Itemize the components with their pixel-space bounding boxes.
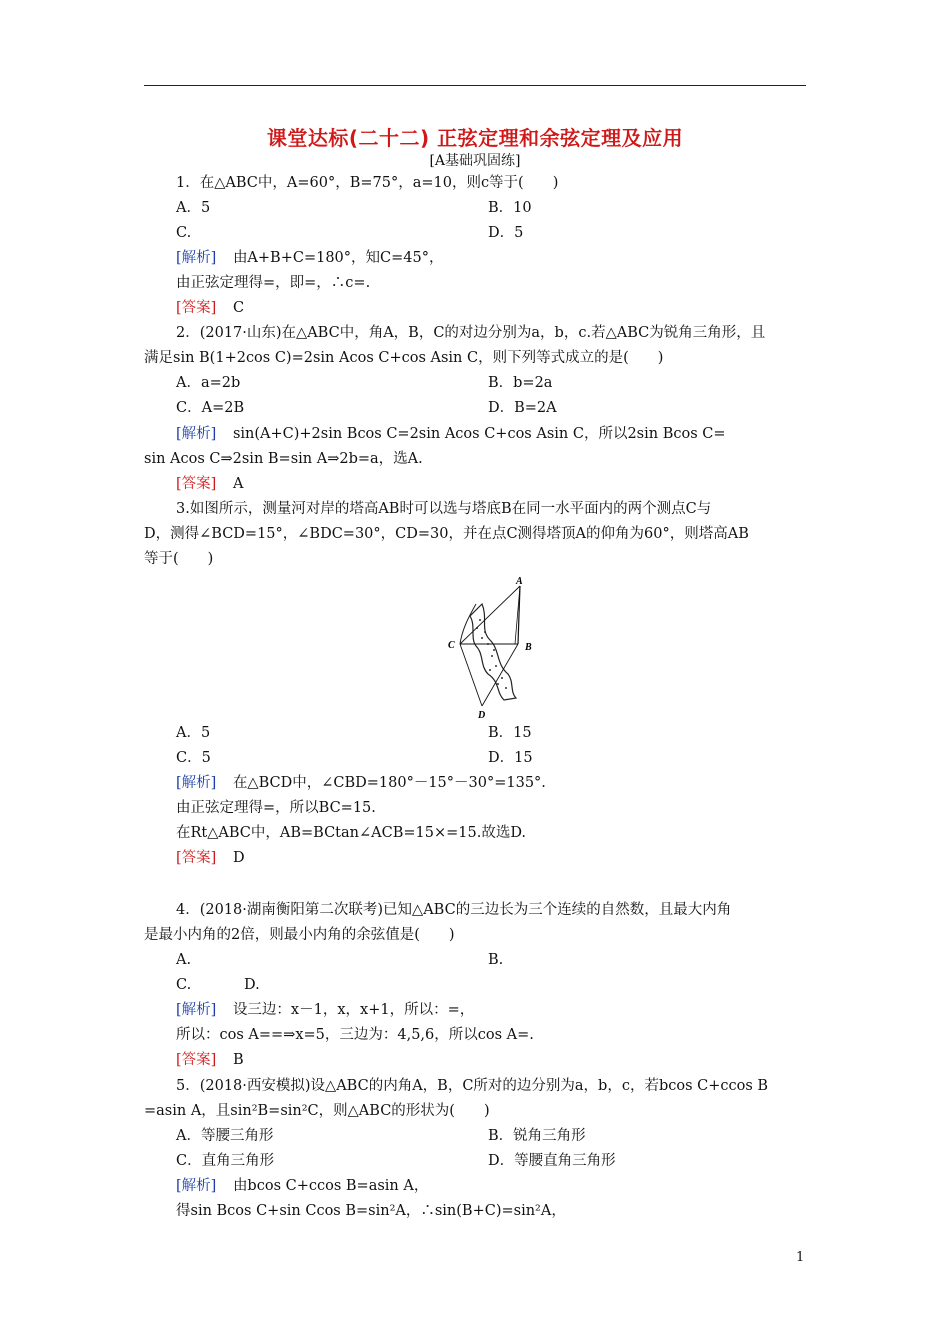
river-outline — [470, 604, 516, 700]
page-number: 1 — [796, 1250, 805, 1265]
q3-answer-value: D — [232, 850, 245, 866]
analysis-tag: [解析] — [176, 1002, 217, 1018]
q2-option-d: D．B=2A — [488, 400, 557, 416]
sight-line-ca — [460, 586, 520, 644]
q3-option-b: B．15 — [488, 725, 532, 741]
q5-option-c: C．直角三角形 — [176, 1153, 275, 1169]
q1-option-b: B．10 — [488, 200, 532, 216]
q5-stem-line-1: 5．(2018·西安模拟)设△ABC的内角A，B，C所对的边分别为a，b，c，若bcos C+ccos B — [176, 1078, 769, 1094]
q1-stem: 1．在△ABC中，A=60°，B=75°，a=10，则c等于( ) — [176, 175, 559, 191]
label-a: A — [516, 576, 523, 587]
q1-answer — [176, 299, 244, 317]
q4-stem-line-1: 4．(2018·湖南衡阳第二次联考)已知△ABC的三边长为三个连续的自然数，且最大内角 — [176, 902, 732, 918]
q3-stem-line-1: 3.如图所示，测量河对岸的塔高AB时可以选与塔底B在同一水平面内的两个测点C与 — [176, 501, 712, 517]
q3-option-a: A．5 — [176, 725, 211, 741]
q5-option-d: D．等腰直角三角形 — [488, 1153, 616, 1169]
q2-answer-value: A — [232, 476, 244, 492]
label-c: C — [448, 640, 455, 651]
q3-option-c: C．5 — [176, 750, 211, 766]
q2-option-a: A．a=2b — [176, 375, 241, 391]
q4-analysis — [176, 1001, 474, 1019]
q4-option-c: C. — [176, 977, 192, 993]
q5-analysis-line-2: 得sin Bcos C+sin Ccos B=sin²A，∴sin(B+C)=sin²A， — [176, 1203, 566, 1219]
analysis-tag: [解析] — [176, 426, 217, 442]
q5-analysis — [176, 1177, 428, 1195]
tower-figure — [430, 574, 550, 724]
q3-analysis — [176, 774, 546, 792]
q2-analysis — [176, 425, 726, 443]
answer-tag: [答案] — [176, 1052, 217, 1068]
label-b: B — [525, 642, 532, 653]
line-db — [482, 644, 518, 706]
q1-analysis-line-1: 由A+B+C=180°，知C=45°， — [232, 250, 444, 266]
answer-tag: [答案] — [176, 850, 217, 866]
q2-option-c: C．A=2B — [176, 400, 245, 416]
q4-answer-value: B — [232, 1052, 244, 1068]
q2-answer — [176, 475, 243, 493]
line-cd — [460, 644, 482, 706]
q5-option-a: A．等腰三角形 — [176, 1128, 274, 1144]
answer-tag: [答案] — [176, 476, 217, 492]
q2-analysis-line-2: sin Acos C⇒2sin B=sin A⇒2b=a，选A. — [144, 451, 423, 467]
analysis-tag: [解析] — [176, 250, 217, 266]
q3-analysis-line-3: 在Rt△ABC中，AB=BCtan∠ACB=15×=15.故选D. — [176, 825, 527, 841]
q2-stem-line-2: 满足sin B(1+2cos C)=2sin Acos C+cos Asin C，则下列等式成立的是( ) — [144, 350, 664, 366]
q2-stem-line-1: 2．(2017·山东)在△ABC中，角A，B，C的对边分别为a，b，c.若△ABC为锐角三角形，且 — [176, 325, 766, 341]
analysis-tag: [解析] — [176, 1178, 217, 1194]
q2-option-b: B．b=2a — [488, 375, 553, 391]
q5-stem-line-2: =asin A，且sin²B=sin²C，则△ABC的形状为( ) — [144, 1103, 490, 1119]
header-rule — [144, 85, 806, 86]
q4-analysis-line-1: 设三边：x－1，x，x+1，所以：=， — [232, 1002, 475, 1018]
q4-option-a: A. — [176, 952, 192, 968]
q2-analysis-line-1: sin(A+C)+2sin Bcos C=2sin Acos C+cos Asin C，所以2sin Bcos C= — [232, 426, 726, 442]
analysis-tag: [解析] — [176, 775, 217, 791]
q1-analysis-line-2: 由正弦定理得=，即=，∴c=. — [176, 275, 371, 291]
q3-stem-line-2: D，测得∠BCD=15°，∠BDC=30°，CD=30，并在点C测得塔顶A的仰角为60°，则塔高AB — [144, 526, 749, 542]
q3-stem-line-3: 等于( ) — [144, 551, 214, 567]
q1-option-c: C. — [176, 225, 192, 241]
q4-answer — [176, 1051, 244, 1069]
q3-analysis-line-2: 由正弦定理得=，所以BC=15. — [176, 800, 376, 816]
section-subtitle: [A基础巩固练] — [429, 153, 521, 169]
answer-tag: [答案] — [176, 300, 217, 316]
q3-option-d: D．15 — [488, 750, 533, 766]
page-title: 课堂达标(二十二) 正弦定理和余弦定理及应用 — [266, 126, 684, 150]
q5-analysis-line-1: 由bcos C+ccos B=asin A， — [232, 1178, 429, 1194]
q4-stem-line-2: 是最小内角的2倍，则最小内角的余弦值是( ) — [144, 927, 455, 943]
q4-option-d: D. — [244, 977, 260, 993]
q1-option-d: D．5 — [488, 225, 524, 241]
label-d: D — [478, 710, 486, 721]
q5-option-b: B．锐角三角形 — [488, 1128, 586, 1144]
q4-analysis-line-2: 所以：cos A==⇒x=5，三边为：4,5,6，所以cos A=. — [176, 1027, 534, 1043]
q1-answer-value: C — [232, 300, 245, 316]
q3-analysis-line-1: 在△BCD中，∠CBD=180°－15°－30°=135°. — [232, 775, 546, 791]
q1-analysis — [176, 249, 443, 267]
q3-answer — [176, 849, 245, 867]
q4-option-b: B. — [488, 952, 504, 968]
q1-option-a: A．5 — [176, 200, 211, 216]
